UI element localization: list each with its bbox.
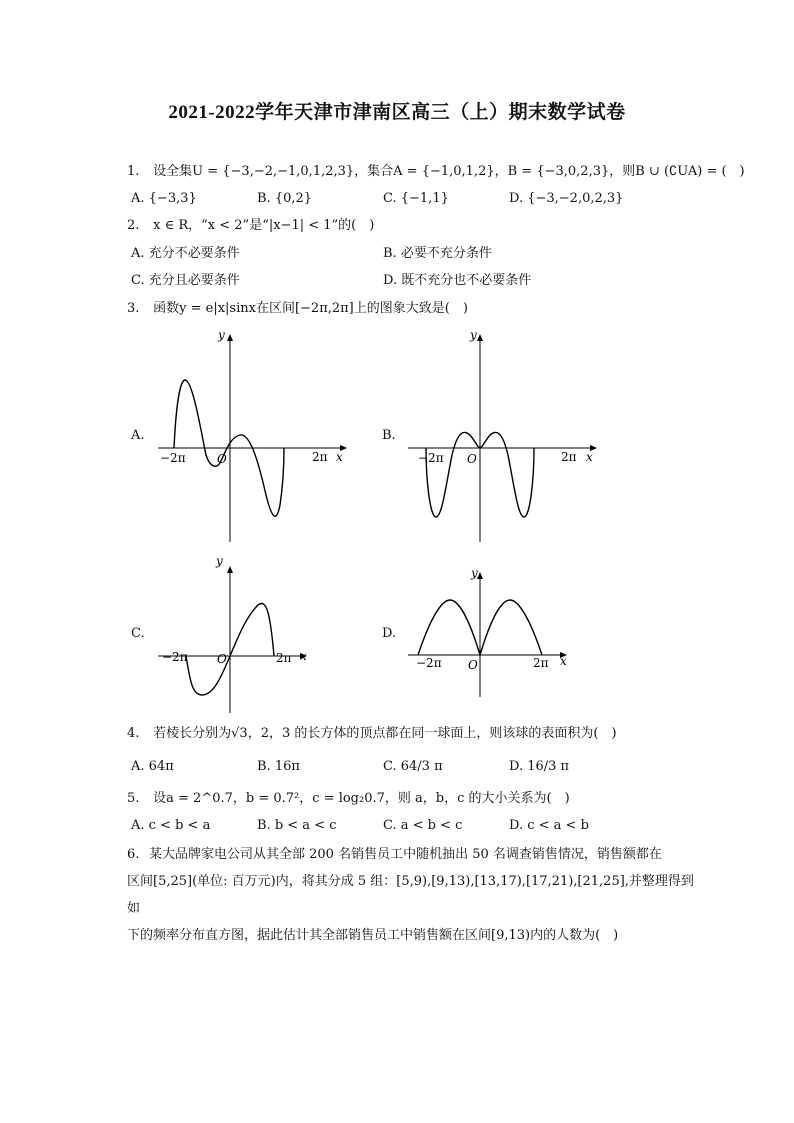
option-d: D. {−3,−2,0,2,3}	[509, 191, 624, 206]
x-label: x	[586, 450, 593, 464]
option-b: B. {0,2}	[257, 191, 313, 206]
y-label: y	[471, 566, 478, 580]
question-number: 5.	[127, 791, 140, 806]
neg-2pi-label: −2π	[418, 451, 444, 465]
origin-label: O	[467, 452, 477, 466]
question-text: 函数y = e|x|sinx在区间[−2π,2π]上的图象大致是( )	[153, 301, 468, 316]
question-number: 3.	[127, 301, 140, 316]
question-text-line-1: 6. 某大品牌家电公司从其全部 200 名销售员工中随机抽出 50 名调查销售情况，销售额都在	[127, 841, 697, 868]
option-a: A. {−3,3}	[131, 191, 197, 206]
option-a: A. 64π	[131, 759, 174, 774]
neg-2pi-label: −2π	[416, 656, 442, 670]
option-d: D. c < a < b	[509, 818, 589, 833]
graph-a	[150, 325, 350, 547]
question-text-line-2: 区间[5,25](单位: 百万元)内，将其分成 5 组：[5,9),[9,13),[13,17),[17,21),[21,25],并整理得到如	[127, 874, 694, 916]
x-label: x	[336, 450, 343, 464]
question-2	[127, 217, 374, 235]
2pi-label: 2π	[533, 656, 549, 670]
option-c: C. {−1,1}	[383, 191, 449, 206]
option-a: A. 充分不必要条件	[131, 246, 240, 261]
question-number: 6.	[127, 847, 140, 862]
option-b: B. b < a < c	[257, 818, 337, 833]
graph-c	[150, 555, 325, 715]
x-label: x	[300, 649, 307, 663]
option-b: B. 必要不充分条件	[383, 246, 492, 261]
2pi-label: 2π	[561, 450, 577, 464]
option-d: D. 既不充分也不必要条件	[383, 273, 532, 288]
y-label: y	[216, 555, 223, 568]
neg-2pi-label: −2π	[160, 451, 186, 465]
2pi-label: 2π	[312, 450, 328, 464]
option-c: C. a < b < c	[383, 818, 463, 833]
option-d: D. 16/3 π	[509, 759, 570, 774]
question-text: x ∈ R，“x < 2”是“|x−1| < 1”的( )	[153, 218, 375, 233]
question-text: 设a = 2^0.7，b = 0.7²，c = log₂0.7，则 a，b，c 的大小关系为( )	[153, 791, 570, 806]
option-c: C. 64/3 π	[383, 759, 443, 774]
option-a: A. c < b < a	[131, 818, 211, 833]
y-arrow	[227, 334, 233, 341]
option-c: C. 充分且必要条件	[131, 273, 240, 288]
y-arrow	[227, 566, 233, 573]
y-label: y	[218, 328, 225, 342]
y-label: y	[470, 328, 477, 342]
graph-b	[400, 325, 600, 547]
question-number: 2.	[127, 218, 140, 233]
neg-2pi-label: −2π	[162, 650, 188, 664]
y-arrow	[477, 334, 483, 341]
question-1	[127, 163, 745, 181]
graph-a-label: A.	[131, 428, 145, 443]
question-text-line-3: 下的频率分布直方图，据此估计其全部销售员工中销售额在区间[9,13)内的人数为( )	[127, 928, 619, 943]
question-text: 若棱长分别为√3，2，3 的长方体的顶点都在同一球面上，则该球的表面积为( )	[153, 726, 617, 741]
question-text: 设全集U = {−3,−2,−1,0,1,2,3}，集合A = {−1,0,1,2}，B = {−3,0,2,3}，则B ∪ (∁UA) = ( )	[153, 164, 745, 179]
question-number: 1.	[127, 164, 140, 179]
2pi-label: 2π	[276, 651, 292, 665]
question-number: 4.	[127, 726, 140, 741]
origin-label: O	[217, 652, 227, 666]
origin-label: O	[468, 658, 478, 672]
page-title: 2021-2022学年天津市津南区高三（上）期末数学试卷	[168, 102, 626, 123]
graph-d	[400, 565, 580, 705]
option-b: B. 16π	[257, 759, 300, 774]
x-label: x	[560, 654, 567, 668]
graph-d-label: D.	[382, 626, 397, 641]
question-5	[127, 790, 570, 808]
origin-label: O	[217, 452, 227, 466]
question-6	[127, 841, 697, 949]
graph-c-label: C.	[131, 626, 145, 641]
graph-b-label: B.	[382, 428, 396, 443]
y-arrow	[477, 572, 483, 579]
question-4	[127, 725, 617, 743]
question-3	[127, 300, 468, 318]
